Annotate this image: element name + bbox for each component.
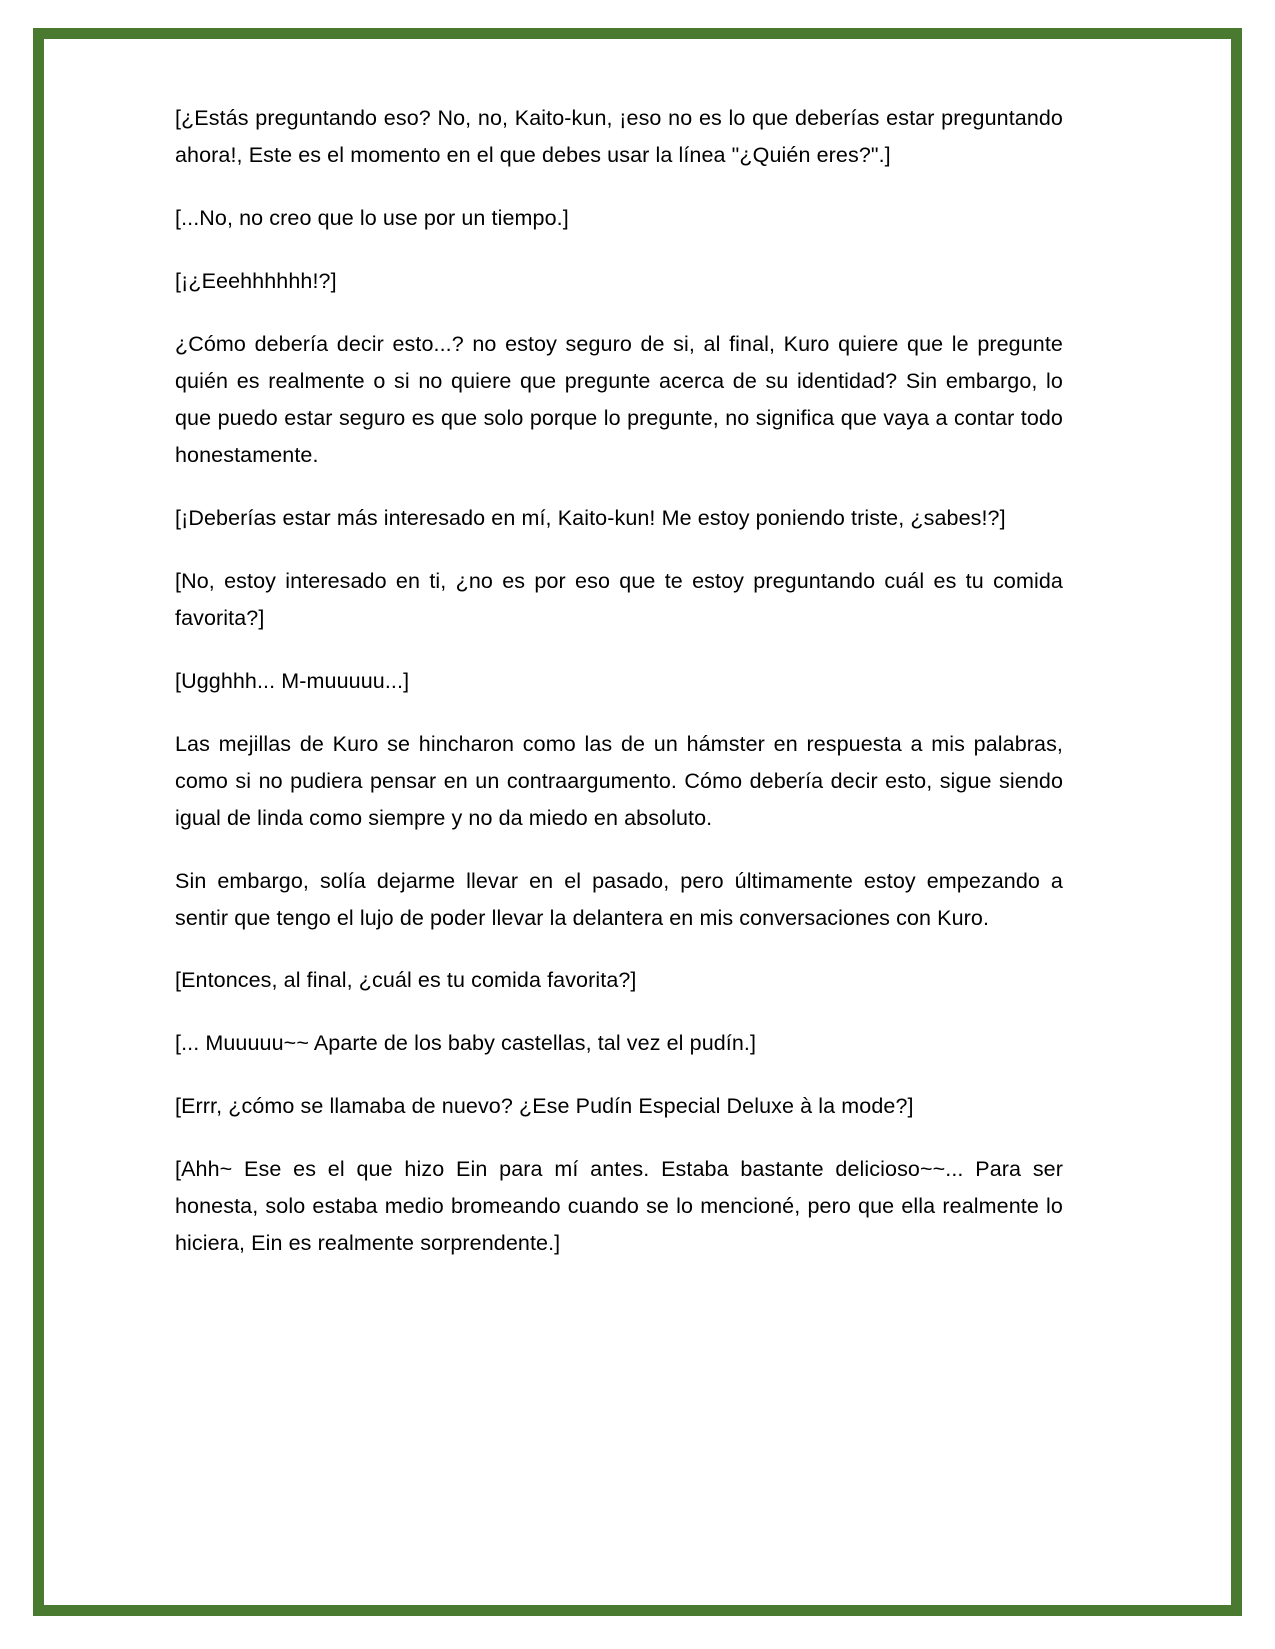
- paragraph: [¿Estás preguntando eso? No, no, Kaito-kun, ¡eso no es lo que deberías estar preguntando ahora!, Este es el momento en el que debes usar la línea "¿Quién eres?".]: [175, 106, 1063, 167]
- paragraph: [...No, no creo que lo use por un tiempo.]: [175, 205, 569, 230]
- paragraph: [Ahh~ Ese es el que hizo Ein para mí antes. Estaba bastante delicioso~~... Para ser honesta, solo estaba medio bromeando cuando se lo mencioné, pero que ella realmente lo hiciera, Ein es realmente sorprendente.]: [175, 1157, 1063, 1256]
- page-border-frame: [33, 28, 1242, 1616]
- document-body: [175, 100, 1063, 1262]
- paragraph: Sin embargo, solía dejarme llevar en el pasado, pero últimamente estoy empezando a sentir que tengo el lujo de poder llevar la delantera en mis conversaciones con Kuro.: [175, 868, 1063, 930]
- page-inner-area: [44, 39, 1231, 1605]
- paragraph: [¡¿Eeehhhhhh!?]: [175, 268, 337, 293]
- paragraph: ¿Cómo debería decir esto...? no estoy seguro de si, al final, Kuro quiere que le pregunte quién es realmente o si no quiere que pregunte acerca de su identidad? Sin embargo, lo que puedo estar seguro es que solo porque lo pregunte, no significa que vaya a contar todo honestamente.: [175, 331, 1063, 467]
- paragraph: [¡Deberías estar más interesado en mí, Kaito-kun! Me estoy poniendo triste, ¿sabes!?]: [175, 505, 1006, 530]
- paragraph: [Ugghhh... M-muuuuu...]: [175, 668, 410, 693]
- paragraph: [... Muuuuu~~ Aparte de los baby castellas, tal vez el pudín.]: [175, 1031, 757, 1056]
- paragraph: [Entonces, al final, ¿cuál es tu comida favorita?]: [175, 968, 637, 993]
- paragraph: Las mejillas de Kuro se hincharon como las de un hámster en respuesta a mis palabras, como si no pudiera pensar en un contraargumento. Cómo debería decir esto, sigue siendo igual de linda como siempre y no da miedo en absoluto.: [175, 731, 1063, 830]
- paragraph: [No, estoy interesado en ti, ¿no es por eso que te estoy preguntando cuál es tu comida favorita?]: [175, 568, 1063, 630]
- paragraph: [Errr, ¿cómo se llamaba de nuevo? ¿Ese Pudín Especial Deluxe à la mode?]: [175, 1094, 914, 1119]
